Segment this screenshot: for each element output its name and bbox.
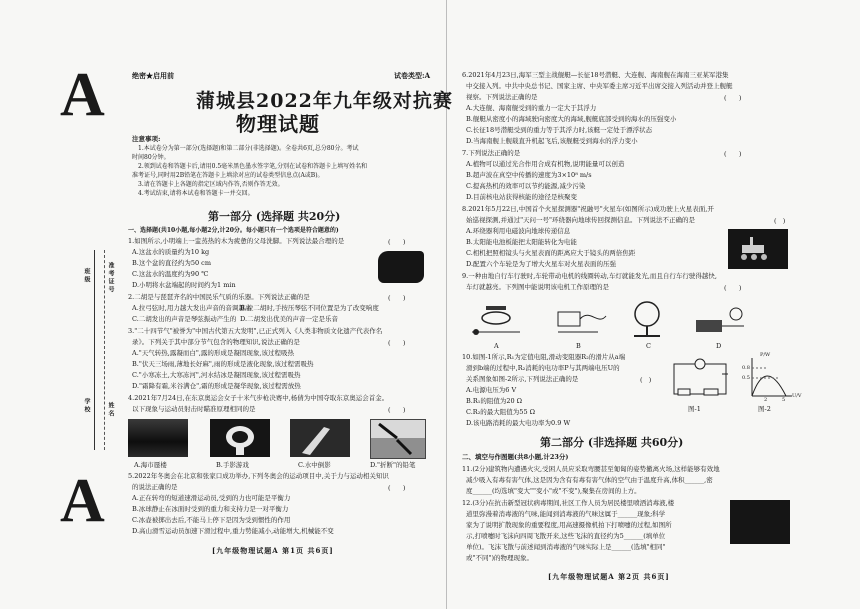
question-stem-cont: 的说法正确的是: [132, 483, 178, 491]
answer-bracket: ( ): [388, 339, 406, 347]
binding-line: [94, 250, 95, 450]
part1-heading: 第一部分 (选择题 共20分): [208, 210, 341, 223]
paper-type-letter-top: A: [60, 61, 105, 129]
answer-bracket: ( ): [724, 284, 742, 292]
question-stem: 1.如图所示,小明端上一盅蒸热的木为疲惫的父母洗脚。下列说法最合理的是: [128, 237, 345, 245]
page-footer-right: [九年级物理试题A 第2页 共6页]: [548, 572, 670, 581]
sneeze-photo: [730, 500, 790, 544]
question-stem-cont: 以下现象与运动员射击时瞄准原理相同的是: [132, 405, 256, 413]
exam-subject-title: 物理试题: [236, 112, 320, 136]
option-b: B.超声波在真空中传播的速度为3×10⁸ m/s: [466, 171, 592, 179]
answer-bracket: ( ): [388, 484, 406, 492]
graph-x-label: U/V: [792, 393, 802, 399]
option-c: C.R₂的最大阻值为55 Ω: [466, 408, 536, 416]
option-d-label: D: [716, 342, 722, 350]
note-line: 2.领到试卷和答题卡后,请用0.5毫米黑色墨水签字笔,分别在试卷和答题卡上填写姓名和: [138, 163, 368, 170]
option-b: B.拉二胡时,手按压琴弦不同位置是为了改变响度: [240, 304, 379, 312]
option-b: B.太阳能电池板能把太阳能转化为电能: [466, 238, 577, 246]
question-stem: 9.一种由地自行车行驶时,车轮带动电机的线圈转动,车灯就能发光,而且自行车行驶得越快,: [462, 272, 717, 280]
note-line: 3.请在答题卡上各题的指定区域内作答,否则作答无效。: [138, 181, 284, 188]
question-stem: 3."二十四节气"被誉为"中国古代第五大发明",已正式列入《人类非物质文化遗产代表作名: [128, 327, 383, 335]
paper-type-letter-bottom: A: [60, 467, 105, 535]
fill-instructions: 二、填空与作图题(共8小题,计23分): [462, 453, 569, 461]
pencil-shape: [371, 420, 425, 458]
answer-bracket: ( ): [640, 376, 652, 384]
option-a-label: A: [494, 342, 499, 350]
graph-x-tick: 2: [764, 397, 768, 403]
option-a-diagram: [466, 296, 526, 340]
broken-pencil-photo: [370, 419, 426, 459]
school-label: 学校: [83, 398, 90, 414]
option-d: D."霜降有霜,米谷满仓",霜的形成是凝华现象,该过程需放热: [132, 382, 301, 390]
option-d: D.小明将水盆端起的时间约为1 min: [132, 281, 236, 289]
figure-1-label: 图-1: [688, 405, 701, 413]
option-c-diagram: [622, 296, 672, 340]
question-stem-cont: 关系图象如图-2所示,下列说法正确的是: [466, 375, 579, 383]
question-stem-cont: 家为了说明扩散现象的重要程度,用高速摄像机拍下打喷嚏的过程,如图所: [466, 521, 672, 529]
option-d: D.该电路消耗的最大电功率为0.9 W: [466, 419, 571, 427]
question-stem-cont: 单位)。飞沫飞散与前述闻到消毒液的气味实际上是______(选填"相同": [466, 543, 666, 551]
option-c: C.冰壶被掷出去后,不能马上停下是因为受到惯性的作用: [132, 516, 291, 524]
option-a: A.正在转弯的短道速滑运动员,受到的力也可能是平衡力: [132, 494, 291, 502]
question-stem: 5.2022年冬奥会在北京和张家口成功举办,下列冬奥会的运动项目中,关于力与运动相关知识: [128, 472, 389, 480]
note-line: 准考证号,同时用2B铅笔在答题卡上填涂对应的试卷类型信息点(A或B)。: [132, 172, 324, 179]
hand-shadow-photo: [210, 419, 270, 457]
option-b-diagram: [548, 296, 608, 340]
option-d: D."折断"的铅笔: [370, 461, 416, 469]
question-stem-cont: 减少吸入有毒有害气体,这是因为含有有毒有害气体的空气由于温度升高,体积______,密: [466, 476, 713, 484]
option-a: A.这盆水的质量约为10 kg: [132, 248, 210, 256]
answer-bracket: ( ): [388, 406, 406, 414]
figure-2-label: 图-2: [758, 405, 771, 413]
question-stem: 8.2021年5月22日,中国首个火星探测器"祝融号"火星车(如图所示)成功驶上火星表面,开: [462, 205, 714, 213]
cut-line: [104, 250, 105, 450]
option-a: A.环绕器利用电磁波向地球传递信息: [466, 227, 571, 235]
option-a: A."天气转热,露凝而白",露的形成是凝固现象,该过程吸热: [132, 349, 294, 357]
name-label: 姓名: [107, 402, 114, 418]
question-stem-cont: 示,打喷嚏时飞沫向四周飞散开来,这些飞沫的直径约为5______(填单位: [466, 532, 666, 540]
question-stem-cont: 或"不同")的物理现象。: [466, 554, 534, 562]
mars-rover-photo: [728, 229, 788, 269]
option-d: D.当海南舰上舰载直升机起飞后,该舰艇受到海水的浮力变小: [466, 137, 638, 145]
secret-label: 绝密★启用前: [132, 71, 174, 80]
part2-heading: 第二部分 (非选择题 共60分): [540, 436, 684, 449]
reflection-shape: [290, 419, 350, 457]
option-a: A.大连舰、海南舰受到的重力一定大于其浮力: [466, 104, 597, 112]
answer-bracket: ( ): [388, 238, 406, 246]
answer-bracket: ( ): [388, 294, 406, 302]
question-stem: 7.下列说法正确的是: [462, 149, 521, 157]
option-c: C."小寒冻土,大寒冻河",河水结冰是凝固现象,该过程需吸热: [132, 371, 301, 379]
page-footer-left: [九年级物理试题A 第1页 共6页]: [212, 546, 334, 555]
graph-y-label: P/W: [760, 352, 771, 358]
question-stem: 11.(2分)建筑物内遭遇火灾,受困人员应采取弯腰甚至匍匐的姿势撤离火场,这样能够有效地: [462, 465, 720, 473]
option-c: C.二胡发出的声音是琴弦振动产生的: [132, 315, 237, 323]
circuit-diagram: [670, 358, 730, 398]
note-line: 4.考试结束,请将本试卷和答题卡一并交回。: [138, 190, 254, 197]
hand-shadow-shape: [210, 419, 270, 457]
admission-number-label: 准考证号: [107, 262, 114, 294]
question-stem-cont: 道里弥漫着消毒液的气味,能闻到消毒液的气味这属于______现象;科学: [466, 510, 666, 518]
exam-title: 蒲城县2022年九年级对抗赛: [196, 90, 453, 112]
question-stem-cont: 中交接入列。中共中央总书记、国家主席、中央军委主席习近平出席交接入列活动并登上舰艇: [466, 82, 733, 90]
rover-shape: [728, 229, 788, 269]
exam-type-label: 试卷类型:A: [394, 71, 431, 80]
mirage-photo: [128, 419, 188, 457]
option-b: B.冰球静止在冰面时受到的重力和支持力是一对平衡力: [132, 505, 289, 513]
option-d: D.目前核电站获得核能的途径是核聚变: [466, 193, 578, 201]
note-line: 时间80分钟。: [132, 154, 170, 161]
option-d-diagram: [688, 300, 748, 340]
question-stem-cont: 滑到b端的过程中,R₂消耗的电功率P与其两端电压U的: [466, 364, 620, 372]
question-stem: 6.2021年4月23日,海军三型主战舰艇—长征18号潜艇、大连舰、海南舰在海南三亚某军港集: [462, 71, 729, 79]
option-a: A.电源电压为6 V: [466, 386, 517, 394]
question-stem: 10.如图-1所示,R₁为定值电阻,滑动变阻器R₂的滑片从a端: [462, 353, 626, 361]
water-reflection-photo: [290, 419, 350, 457]
option-b: B.舰艇从密度小的海域驶向密度大的海域,舰艇底部受到的海水的压强变小: [466, 115, 677, 123]
option-c: C.这盆水的温度约为90 ℃: [132, 270, 209, 278]
foot-basin-photo: [378, 251, 424, 283]
option-d: D.二胡发出优美的声音一定是乐音: [240, 315, 339, 323]
question-stem-cont: 视察。下列说法正确的是: [466, 93, 538, 101]
option-c: C.长征18号潜艇受到的重力等于其浮力时,该艇一定处于漂浮状态: [466, 126, 653, 134]
option-b: B.这个盆的直径约为50 cm: [132, 259, 211, 267]
question-stem: 2.二胡是与琵琶齐名的中国民乐气质的乐器。下列说法正确的是: [128, 293, 310, 301]
option-d: D.配置六个车轮是为了增大火星车对火星表面的压强: [466, 260, 617, 268]
option-a: A.拉弓弦时,用力越大发出声音的音调越高: [132, 304, 252, 312]
option-d: D.高山滑雪运动员加速下滑过程中,重力势能减小,动能增大,机械能不变: [132, 527, 334, 535]
question-stem: 12.(3分)在抗击新型冠状病毒期间,社区工作人员为居民楼里喷洒消毒液,楼: [462, 499, 675, 507]
answer-bracket: ( ): [774, 217, 786, 225]
question-stem-cont: 车灯就越亮。下列图中能说明该电机工作原理的是: [466, 283, 609, 291]
question-stem-cont: 始巡视探测,并通过"天问一号"环绕器向地球传回探测信息。下列说法不正确的是: [466, 216, 696, 224]
note-line: 1.本试卷分为第一部分(选择题)和第二部分(非选择题)。全卷共6页,总分80分。考试: [138, 145, 359, 152]
answer-bracket: ( ): [724, 150, 742, 158]
option-b: B.R₁的阻值为20 Ω: [466, 397, 523, 405]
option-b-label: B: [576, 342, 581, 350]
option-c-label: C: [646, 342, 651, 350]
option-a: A.海市蜃楼: [134, 461, 167, 469]
question-stem-cont: 录》。下列关于其中部分节气包含的物理知识,说法正确的是: [132, 338, 300, 346]
graph-y-tick: 0.8: [742, 365, 750, 371]
option-b: B.手影游戏: [216, 461, 249, 469]
power-curve: [752, 376, 786, 396]
option-a: A.植物可以通过光合作用合成有机物,说明能量可以创造: [466, 160, 625, 168]
notes-heading: 注意事项:: [132, 135, 161, 143]
option-c: C.水中倒影: [298, 461, 331, 469]
graph-x-tick: 5: [782, 397, 786, 403]
option-c: C.相机把照相镜头与火星表面的距离应大于镜头的两倍焦距: [466, 249, 636, 257]
option-c: C.提高热机的效率可以节约能源,减少污染: [466, 182, 586, 190]
option-b: B."伏天三场雨,薄地长好麻",雨的形成是液化现象,该过程需吸热: [132, 360, 314, 368]
question-stem-cont: 度______(均选填"变大""变小"或"不变"),聚集在房间的上方。: [466, 487, 641, 495]
mc-instructions: 一、选择题(共10小题,每小题2分,计20分。每小题只有一个选项是符合题意的): [128, 227, 339, 234]
answer-bracket: ( ): [724, 94, 742, 102]
question-stem: 4.2021年7月24日,在东京奥运会女子十米气步枪决赛中,杨倩为中国夺取东京奥运会首金。: [128, 394, 389, 402]
class-label: 班级: [83, 268, 90, 284]
graph-y-tick: 0.5: [742, 375, 750, 381]
